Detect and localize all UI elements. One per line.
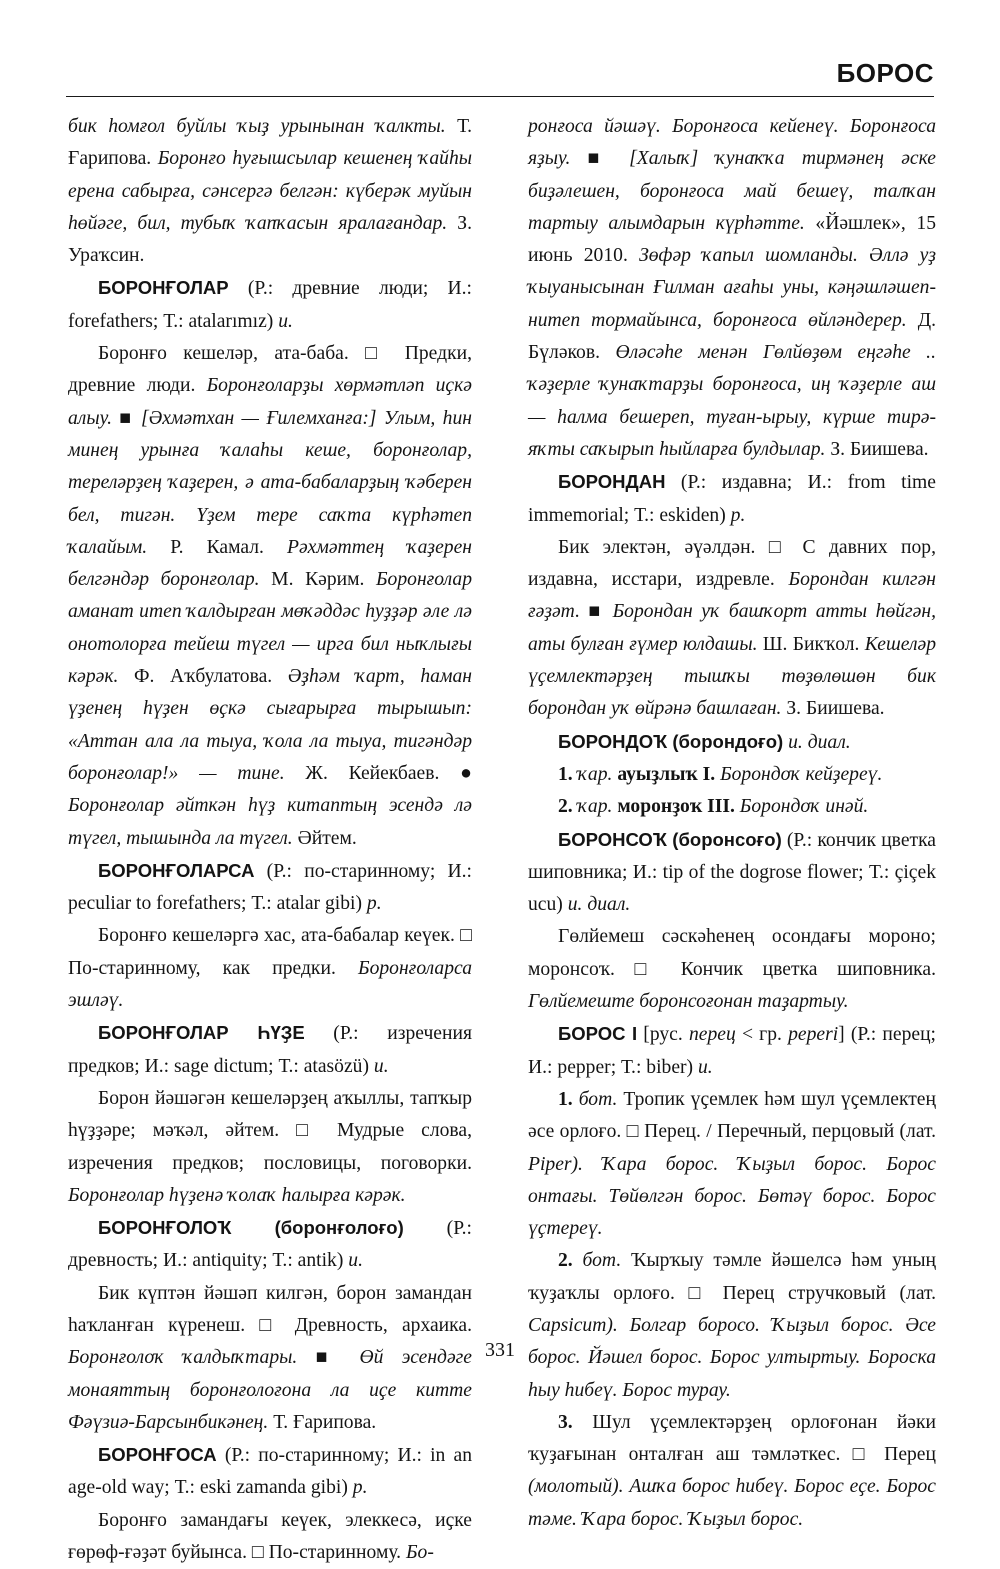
- text-run: Д. Бүләков.: [528, 309, 936, 364]
- text-run: Бик электән, әүәлдән. □ С давних пор, издавна, исстари, издревле.: [528, 536, 936, 591]
- text-run: (молотый). Ашҡа борос һибеү. Борос еҫе. Борос тәме. Ҡара борос. Ҡыҙыл борос.: [528, 1476, 936, 1530]
- text-run: З. Ураҡсин.: [68, 212, 472, 267]
- headword: БОРОНҒОЛАР: [98, 277, 229, 299]
- dictionary-paragraph: [528, 1407, 936, 1536]
- dictionary-paragraph: [528, 791, 936, 823]
- text-run: 1.: [558, 763, 578, 785]
- text-run: Р. Камал.: [147, 536, 287, 558]
- headword: БОРОНҒОЛАР ҺҮҘЕ: [98, 1022, 305, 1044]
- text-run: и.: [278, 310, 293, 332]
- text-run: Боронғо кешеләр, ата-баба. □ Предки, древние люди.: [68, 343, 472, 397]
- text-run: Ҡырҡыу тәмле йәшелсә һәм уның ҡуҙаҡлы орлоғо. □ Перец стручковый (лат.: [528, 1250, 937, 1304]
- text-run: Гөлйемеш сәскәһенең осондағы мороно; моронсоҡ. □ Кончик цветка шиповника.: [528, 926, 936, 980]
- dictionary-paragraph: [68, 272, 472, 338]
- text-run: М. Кәрим.: [259, 569, 376, 591]
- dictionary-paragraph: [68, 1439, 472, 1505]
- text-run: Capsicum). Болгар боросо. Ҡыҙыл борос. Әсе борос. Йәшел борос. Борос ултыртыу. Бороска һыу һибеү. Борос турау.: [528, 1314, 936, 1401]
- text-run: [рус.: [637, 1024, 689, 1046]
- text-run: 3.: [558, 1411, 593, 1433]
- text-run: Боронғолар әйткән һүҙ китаптың эсендә лә түгел, тышында ла түгел.: [68, 795, 472, 849]
- text-run: р.: [366, 893, 382, 915]
- text-run: ҡар.: [577, 796, 613, 818]
- dictionary-paragraph: [68, 1505, 472, 1569]
- text-run: Боронғо замандағы кеүек, элеккесә, иҫке ғөрөф-ғәҙәт буйынса. □ По-старинному.: [68, 1509, 472, 1564]
- text-run: Кешеләр үҫемлектәрҙең тышҡы төҙөлөшөн бик борондан уҡ өйрәнә башлаған.: [528, 633, 936, 720]
- text-run: (Р.: древность; И.: antiquity; Т.: antik): [68, 1218, 472, 1272]
- text-run: ҡар.: [577, 763, 613, 785]
- text-run: и. диал.: [788, 731, 851, 753]
- text-run: (Р.: изречения предков; И.: sage dictum; Т.: atasözü): [68, 1023, 472, 1077]
- text-run: Т. Ғарипова.: [68, 116, 473, 170]
- dictionary-paragraph: [528, 466, 936, 532]
- headword: БОРОС I: [558, 1023, 638, 1045]
- text-run: З. Биишева.: [825, 438, 929, 460]
- headword: БОРОНҒОСА: [98, 1444, 217, 1466]
- text-run: Ж. Кейекбаев. ●: [284, 762, 472, 784]
- text-run: и.: [373, 1055, 389, 1077]
- page-number: 331: [485, 1339, 515, 1361]
- text-run: Тропик үҫемлек һәм шул үҫемлектең әсе орлоғо. □ Перец. / Перечный, перцовый (лат.: [528, 1088, 936, 1143]
- text-run: Бик күптән йәшәп килгән, борон замандан һаҡланған күренеш. □ Древность, архаика.: [68, 1282, 472, 1336]
- text-run: р.: [352, 1477, 368, 1499]
- text-run: peperi: [788, 1024, 839, 1046]
- text-run: З. Биишева.: [781, 698, 885, 720]
- dictionary-paragraph: [528, 1245, 936, 1406]
- text-run: [Халыҡ] ҡунаҡҡа тирмәнең әске биҙәлешен, боронғоса май бешеү, талҡан тартыу алымдарын күрһәтте.: [528, 148, 936, 234]
- dictionary-paragraph: [528, 111, 936, 466]
- text-run: (Р.: кончик цветка шиповника; И.: tip of the dogrose flower; Т.: çiçek ucu): [528, 829, 936, 916]
- text-run: Бо-: [405, 1542, 434, 1564]
- text-run: ■: [579, 601, 613, 623]
- dictionary-paragraph: [528, 726, 936, 759]
- dictionary-paragraph: [528, 1018, 936, 1084]
- text-run: «Йәшлек», 15 июнь 2010.: [528, 212, 936, 267]
- text-run: и.: [348, 1250, 363, 1272]
- dictionary-paragraph: [528, 921, 936, 1018]
- text-run: ронғоса йәшәү. Боронғоса кейенеү. Боронғоса яҙыу.: [528, 116, 936, 170]
- text-run: Борондан уҡ башҡорт атты һөйгән, аты булған ғүмер юлдашы.: [528, 601, 936, 655]
- text-run: перец: [688, 1024, 736, 1046]
- text-run: Боронғолар һүҙенә ҡолаҡ һалырға кәрәк.: [68, 1184, 406, 1206]
- text-run: 1.: [558, 1088, 579, 1110]
- text-run: Шул үҫемлектәрҙең орлоғонан йәки ҡуҙағынан онталған аш тәмләткес. □ Перец: [528, 1411, 937, 1466]
- text-run: бот.: [582, 1250, 622, 1272]
- text-run: Ш. Бикҡол.: [757, 633, 865, 655]
- text-run: ауыҙлыҡ I.: [612, 763, 716, 785]
- text-run: Рәхмәттең ҡаҙерен белгәндәр боронғолар.: [68, 536, 472, 591]
- text-run: Боронғолар аманат итеп ҡалдырған мөҡәддәс һуҙҙәр әле лә онотолорға тейеш түгел — ирга бил ныҡлығы кәрәк.: [68, 569, 472, 688]
- text-run: бик һомғол буйлы ҡыҙ урынынан ҡалкты.: [68, 116, 446, 137]
- text-run: Боронғоларса эшләү.: [68, 957, 472, 1012]
- text-run: Боронғоларҙы хөрмәтләп иҫкә алыу.: [68, 375, 472, 429]
- text-run: 2.: [558, 1250, 583, 1272]
- headword: БОРОНҒОЛАРСА: [98, 859, 255, 881]
- text-run: Борондоҡ инәй.: [739, 796, 869, 818]
- text-run: Боронғо һуғышсылар кешенең ҡайһы ерена сабырға, сәнсергә белгән: күберәк муйын һөйәге, бил, тубыҡ ҡапҡасын яралағандар.: [68, 148, 473, 234]
- text-run: (Р.: древние люди; И.: forefathers; Т.: atalarımız): [68, 278, 472, 332]
- text-run: [Әхмәтхан — Ғилемханға:] Улым, һин минең урынға ҡалаһы кеше, боронғолар, тереләрҙең ҡаҙерен, ә ата-бабаларҙың ҡәберен бел, тигән. Үҙем тере саҡта күрһәтеп ҡалайым.: [68, 407, 472, 558]
- text-run: Гөлйемеште боронсоғонан таҙартыу.: [528, 991, 849, 1013]
- text-run: Өй эсендәге монаяттың боронғолоғона ла иҫе китте Фәүзиә-Барсынбикәнең.: [68, 1347, 472, 1433]
- text-run: Зөфәр ҡапыл шомланды. Әллә уҙ ҡыуанысынан Ғилман ағаһы уны, кәңәшләшеп-нитеп тормайынса, боронғоса өйләндерер.: [528, 245, 937, 331]
- dictionary-paragraph: [68, 338, 472, 855]
- text-run: бот.: [578, 1088, 618, 1110]
- text-run: < гр.: [735, 1024, 789, 1046]
- dictionary-paragraph: [528, 824, 936, 922]
- text-run: Piper). Ҡара борос. Ҡыҙыл борос. Борос онтағы. Төйөлгән борос. Бөтәү борос. Борос үҫтереү.: [528, 1153, 936, 1240]
- text-run: Әйтем.: [292, 827, 357, 849]
- dictionary-paragraph: [68, 855, 472, 921]
- text-run: ■: [570, 148, 630, 170]
- text-run: моронҙоҡ III.: [612, 796, 735, 818]
- text-run: (Р.: по-старинному; И.: in an age-old way; Т.: eski zamanda gibi): [68, 1445, 472, 1499]
- dictionary-paragraph: [68, 920, 472, 1017]
- dictionary-paragraph: [528, 532, 936, 726]
- headword: БОРОНҒОЛОҠ (боронғолоғо): [98, 1217, 404, 1239]
- text-run: ■: [297, 1347, 360, 1369]
- dictionary-paragraph: [528, 759, 936, 791]
- right-column: [528, 111, 936, 1536]
- text-run: Ф. Аҡбулатова.: [118, 666, 288, 688]
- text-run: Боронғолоҡ ҡалдыҡтары.: [68, 1347, 298, 1369]
- running-header: [66, 56, 934, 97]
- dictionary-paragraph: [68, 111, 472, 272]
- text-run: р.: [730, 504, 746, 526]
- text-run: Борон йәшәгән кешеләрҙең аҡыллы, тапҡыр һүҙҙәре; мәҡәл, әйтем. □ Мудрые слова, изречения предков; пословицы, поговорки.: [68, 1087, 472, 1174]
- headword: БОРОНСОҠ (боронсоғо): [558, 828, 782, 850]
- dictionary-paragraph: [68, 1017, 472, 1083]
- text-run: Борондоҡ кейҙереү.: [720, 763, 883, 785]
- text-run: Т. Ғарипова.: [268, 1411, 377, 1433]
- dictionary-paragraph: [68, 1212, 472, 1278]
- text-run: (Р.: по-старинному; И.: peculiar to forefathers; Т.: atalar gibi): [68, 860, 472, 915]
- running-header-title: БОРОС: [836, 58, 934, 88]
- text-run: 2.: [558, 796, 578, 818]
- text-run: Әҙһәм ҡарт, һаман үҙенең һүҙен өҫкә сығарырға тырышып: «Аттан ала ла тыуа, ҡола ла тыуа, тигәндәр боронғолар!» — тине.: [68, 666, 472, 784]
- text-run: ■: [111, 407, 141, 429]
- headword: БОРОНДОҠ (борондоғо): [558, 730, 784, 752]
- text-run: Өләсәһе менән Гөлйөҙөм еңгәһе .. ҡәҙерле ҡунаҡтарҙы боронғоса, иң ҡәҙерле аш — һалма бешереп, туған-ырыу, күрше тирә-яҡты саҡырып һыйларға булдылар.: [528, 342, 936, 460]
- text-run: и. диал.: [567, 894, 631, 916]
- dictionary-paragraph: [528, 1084, 936, 1245]
- dictionary-paragraph: [68, 1083, 472, 1212]
- text-run: и.: [697, 1056, 713, 1078]
- text-run: (Р.: издавна; И.: from time immemorial; Т.: eskiden): [528, 472, 936, 526]
- text-run: Боронғо кешеләргә хас, ата-бабалар кеүек. □ По-старинному, как предки.: [68, 925, 472, 979]
- headword: БОРОНДАН: [558, 471, 666, 493]
- text-run: ] (Р.: перец; И.: pepper; Т.: biber): [528, 1024, 936, 1078]
- text-run: Борондан килгән ғәҙәт.: [528, 569, 936, 623]
